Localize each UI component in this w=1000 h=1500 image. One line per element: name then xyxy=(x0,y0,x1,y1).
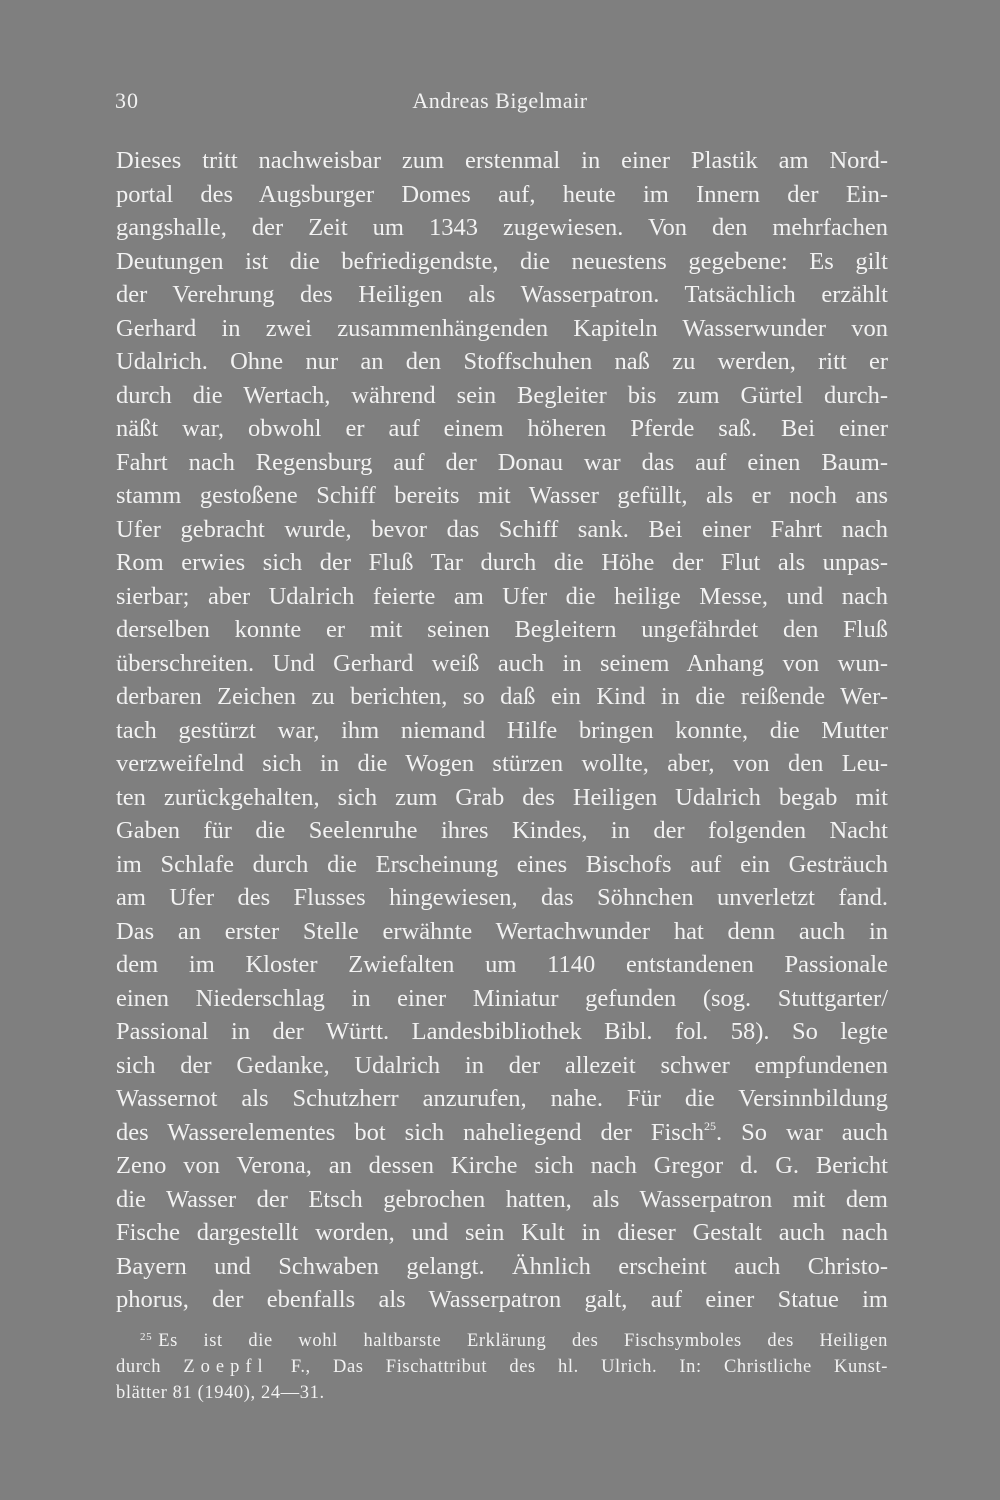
text-line: am Ufer des Flusses hingewiesen, das Söhnchen unverletzt fand. xyxy=(116,884,888,911)
footnote-text: durch xyxy=(116,1357,162,1377)
text-line: Dieses tritt nachweisbar zum erstenmal in einer Plastik am Nord- xyxy=(116,147,888,174)
text-line: überschreiten. Und Gerhard weiß auch in seinem Anhang von wun- xyxy=(116,649,888,677)
text-line: stamm gestoßene Schiff bereits mit Wasser gefüllt, als er noch ans xyxy=(116,482,888,509)
running-head: Andreas Bigelmair xyxy=(412,88,588,113)
footnotes xyxy=(116,1328,888,1406)
text-line: Gerhard in zwei zusammenhängenden Kapiteln Wasserwunder von xyxy=(116,314,888,342)
body-text xyxy=(116,144,888,1317)
text-line: derbaren Zeichen zu berichten, so daß ein Kind in die reißende Wer- xyxy=(116,683,888,710)
text-line: Fahrt nach Regensburg auf der Donau war das auf einen Baum- xyxy=(116,448,888,476)
text-line: im Schlafe durch die Erscheinung eines Bischofs auf ein Gesträuch xyxy=(116,850,888,878)
text-line: Zeno von Verona, an dessen Kirche sich nach Gregor d. G. Bericht xyxy=(116,1152,888,1179)
text-line: gangshalle, der Zeit um 1343 zugewiesen. Von den mehrfachen xyxy=(116,214,888,241)
text-line: Rom erwies sich der Fluß Tar durch die Höhe der Flut als unpas- xyxy=(116,549,888,576)
text-line: derselben konnte er mit seinen Begleitern ungefährdet den Fluß xyxy=(116,616,888,643)
text-line: Ufer gebracht wurde, bevor das Schiff sank. Bei einer Fahrt nach xyxy=(116,515,888,543)
footnote-line xyxy=(116,1328,888,1354)
text-line: sierbar; aber Udalrich feierte am Ufer die heilige Messe, und nach xyxy=(116,582,888,610)
text-line: Deutungen ist die befriedigendste, die neuestens gegebene: Es gilt xyxy=(116,247,888,275)
text-line: Bayern und Schwaben gelangt. Ähnlich erscheint auch Christo- xyxy=(116,1252,888,1280)
text-line: phorus, der ebenfalls als Wasserpatron galt, auf einer Statue im xyxy=(116,1286,888,1313)
footnote-text: F., Das Fischattribut des hl. Ulrich. In: Christliche Kunst- xyxy=(290,1357,888,1377)
text-line: Udalrich. Ohne nur an den Stoffschuhen naß zu werden, ritt er xyxy=(116,348,888,375)
text-line: Passional in der Württ. Landesbibliothek Bibl. fol. 58). So legte xyxy=(116,1018,888,1045)
text-fragment: . So war auch xyxy=(715,1118,888,1146)
text-line: tach gestürzt war, ihm niemand Hilfe bringen konnte, die Mutter xyxy=(116,716,888,744)
text-line: verzweifelnd sich in die Wogen stürzen wollte, aber, von den Leu- xyxy=(116,750,888,777)
text-line: Fische dargestellt worden, und sein Kult in dieser Gestalt auch nach xyxy=(116,1219,888,1246)
text-line: einen Niederschlag in einer Miniatur gefunden (sog. Stuttgarter/ xyxy=(116,984,888,1012)
text-fragment: des Wasserelementes bot sich naheliegend der Fisch xyxy=(116,1118,704,1146)
text-line: näßt war, obwohl er auf einem höheren Pferde saß. Bei einer xyxy=(116,415,888,442)
text-line: sich der Gedanke, Udalrich in der allezeit schwer empfundenen xyxy=(116,1051,888,1079)
page-number: 30 xyxy=(115,88,139,113)
text-line: durch die Wertach, während sein Begleiter bis zum Gürtel durch- xyxy=(116,381,888,409)
text-line: portal des Augsburger Domes auf, heute im Innern der Ein- xyxy=(116,180,888,208)
text-line: dem im Kloster Zwiefalten um 1140 entstandenen Passionale xyxy=(116,951,888,978)
text-line: die Wasser der Etsch gebrochen hatten, als Wasserpatron mit dem xyxy=(116,1185,888,1213)
text-line: Wassernot als Schutzherr anzurufen, nahe. Für die Versinnbildung xyxy=(116,1085,888,1112)
footnote-reference[interactable]: 25 xyxy=(703,1118,716,1133)
text-line: Das an erster Stelle erwähnte Wertachwunder hat denn auch in xyxy=(116,917,888,945)
text-line: ten zurückgehalten, sich zum Grab des Heiligen Udalrich begab mit xyxy=(116,783,888,811)
author-name: Zoepfl xyxy=(183,1357,269,1377)
footnote-text: Es ist die wohl haltbarste Erklärung des Fischsymboles des Heiligen xyxy=(158,1331,888,1351)
footnote-line: blätter 81 (1940), 24—31. xyxy=(116,1383,325,1403)
text-line: Gaben für die Seelenruhe ihres Kindes, in der folgenden Nacht xyxy=(116,817,888,844)
text-line-with-footnote-ref xyxy=(116,1116,888,1150)
footnote-marker: 25 xyxy=(140,1331,153,1343)
footnote-line xyxy=(116,1354,888,1380)
text-line: der Verehrung des Heiligen als Wasserpatron. Tatsächlich erzählt xyxy=(116,281,888,308)
